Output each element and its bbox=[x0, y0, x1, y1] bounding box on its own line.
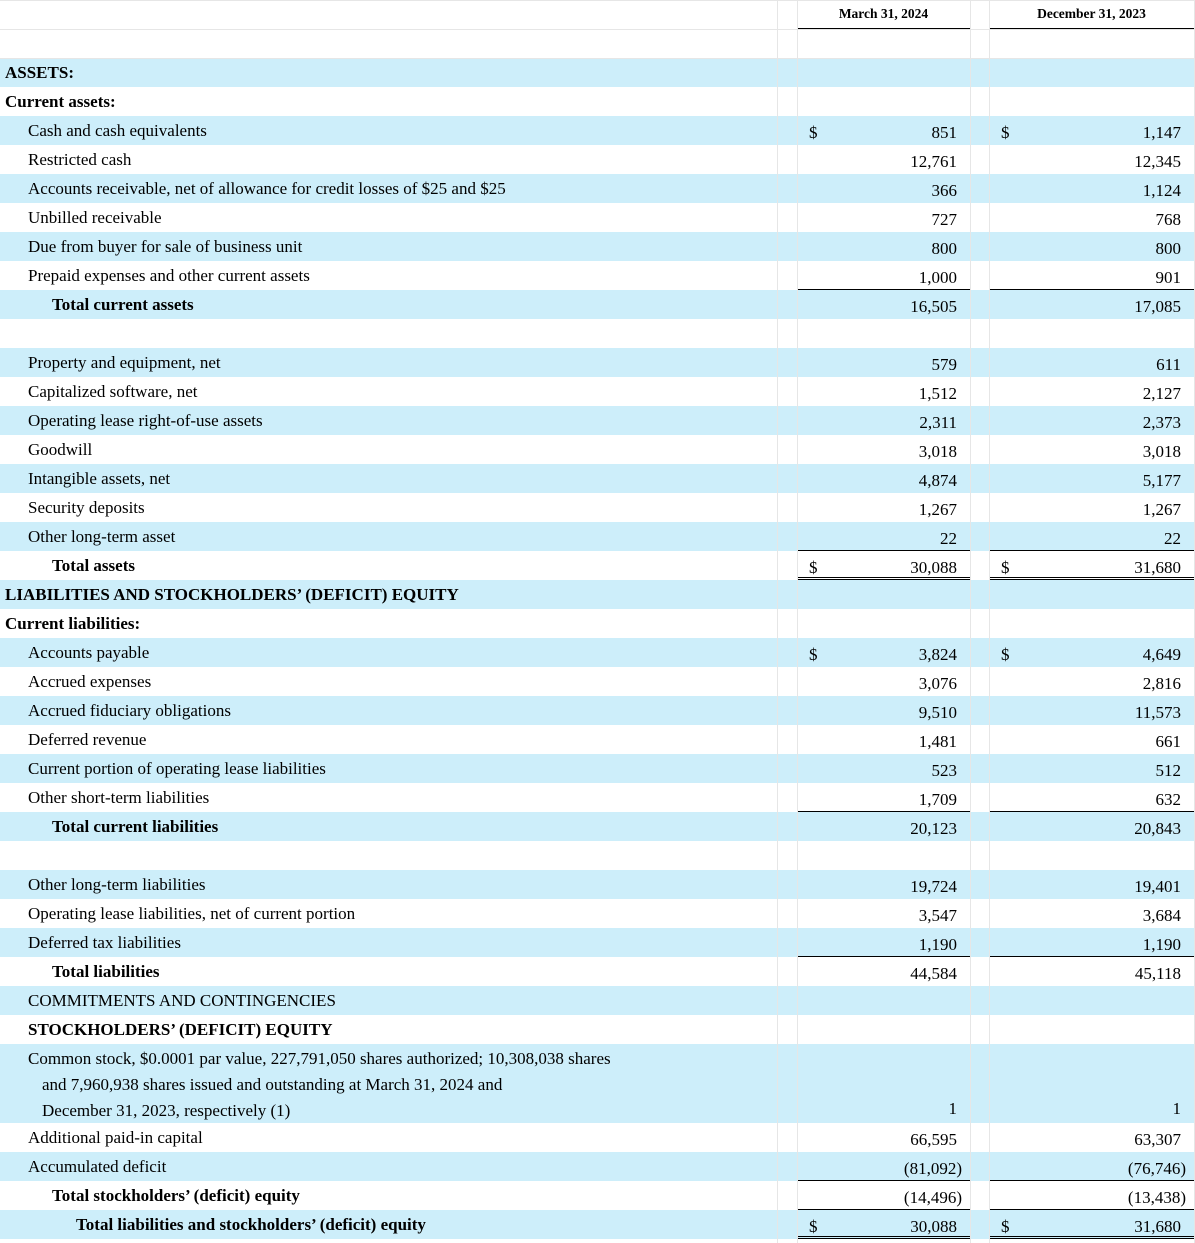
grid-column-line bbox=[989, 0, 990, 1243]
value-march-2024: (14,496) bbox=[903, 1188, 962, 1207]
value-december-2023: 768 bbox=[1155, 210, 1181, 229]
row-label: Current portion of operating lease liabilities bbox=[28, 759, 326, 778]
value-december-2023: 1,190 bbox=[1142, 935, 1181, 954]
value-march-2024: 579 bbox=[931, 355, 957, 374]
row-label: Total assets bbox=[52, 556, 135, 575]
currency-symbol-december-2023: $ bbox=[1001, 558, 1010, 577]
value-march-2024: 366 bbox=[931, 181, 957, 200]
currency-symbol-december-2023: $ bbox=[1001, 123, 1010, 142]
value-december-2023: 4,649 bbox=[1142, 645, 1181, 664]
row-label: Current assets: bbox=[5, 92, 116, 111]
row-label: Other short-term liabilities bbox=[28, 788, 210, 807]
table-row bbox=[0, 957, 1195, 986]
value-december-2023: 661 bbox=[1155, 732, 1181, 751]
value-march-2024: 1,512 bbox=[918, 384, 957, 403]
value-december-2023: 1,124 bbox=[1142, 181, 1181, 200]
currency-symbol-december-2023: $ bbox=[1001, 645, 1010, 664]
value-december-2023: 31,680 bbox=[1134, 1217, 1181, 1236]
value-december-2023: (13,438) bbox=[1127, 1188, 1186, 1207]
value-december-2023: 611 bbox=[1156, 355, 1181, 374]
table-row bbox=[0, 928, 1195, 957]
table-row bbox=[0, 725, 1195, 754]
value-december-2023: 20,843 bbox=[1134, 819, 1181, 838]
table-row bbox=[0, 174, 1195, 203]
table-row bbox=[0, 812, 1195, 841]
row-label: Cash and cash equivalents bbox=[28, 121, 207, 140]
row-label-line: December 31, 2023, respectively (1) bbox=[42, 1101, 291, 1120]
row-label: Total current assets bbox=[52, 295, 194, 314]
value-december-2023: 1 bbox=[1172, 1099, 1181, 1118]
table-row bbox=[0, 203, 1195, 232]
value-december-2023: 632 bbox=[1155, 790, 1181, 809]
value-march-2024: 3,018 bbox=[918, 442, 957, 461]
value-march-2024: (81,092) bbox=[903, 1159, 962, 1178]
value-december-2023: 800 bbox=[1155, 239, 1181, 258]
table-row bbox=[0, 1044, 1195, 1123]
grid-column-line bbox=[970, 0, 971, 1243]
value-december-2023: 2,373 bbox=[1142, 413, 1181, 432]
currency-symbol-march-2024: $ bbox=[809, 558, 818, 577]
row-label: Due from buyer for sale of business unit bbox=[28, 237, 303, 256]
value-december-2023: 31,680 bbox=[1134, 558, 1181, 577]
table-row bbox=[0, 145, 1195, 174]
row-label: Accrued fiduciary obligations bbox=[28, 701, 231, 720]
row-label: Total liabilities and stockholders’ (deficit) equity bbox=[76, 1215, 426, 1234]
value-march-2024: 66,595 bbox=[910, 1130, 957, 1149]
row-label: Additional paid-in capital bbox=[28, 1128, 203, 1147]
grid-column-line bbox=[777, 0, 778, 1243]
value-march-2024: 3,824 bbox=[918, 645, 957, 664]
value-march-2024: 30,088 bbox=[910, 558, 957, 577]
value-december-2023: 901 bbox=[1155, 268, 1181, 287]
table-row bbox=[0, 87, 1195, 116]
row-label: ASSETS: bbox=[5, 63, 74, 82]
currency-symbol-march-2024: $ bbox=[809, 1217, 818, 1236]
table-row bbox=[0, 464, 1195, 493]
table-row bbox=[0, 754, 1195, 783]
row-label: Other long-term asset bbox=[28, 527, 176, 546]
table-row bbox=[0, 290, 1195, 319]
value-march-2024: 30,088 bbox=[910, 1217, 957, 1236]
row-label: Prepaid expenses and other current assets bbox=[28, 266, 310, 285]
value-march-2024: 3,076 bbox=[918, 674, 957, 693]
table-row bbox=[0, 1152, 1195, 1181]
row-label: Accrued expenses bbox=[28, 672, 152, 691]
value-march-2024: 1,709 bbox=[918, 790, 957, 809]
value-december-2023: 17,085 bbox=[1134, 297, 1181, 316]
value-march-2024: 1 bbox=[948, 1099, 957, 1118]
row-label: Security deposits bbox=[28, 498, 145, 517]
value-december-2023: 63,307 bbox=[1134, 1130, 1181, 1149]
table-row bbox=[0, 1181, 1195, 1210]
table-row bbox=[0, 1015, 1195, 1044]
table-row bbox=[0, 580, 1195, 609]
row-label: Accounts payable bbox=[28, 643, 150, 662]
table-row bbox=[0, 551, 1195, 580]
value-march-2024: 3,547 bbox=[918, 906, 957, 925]
row-label: Other long-term liabilities bbox=[28, 875, 206, 894]
currency-symbol-march-2024: $ bbox=[809, 645, 818, 664]
value-december-2023: 1,147 bbox=[1142, 123, 1181, 142]
table-row bbox=[0, 116, 1195, 145]
table-row bbox=[0, 667, 1195, 696]
value-december-2023: 11,573 bbox=[1134, 703, 1181, 722]
row-label: Operating lease right-of-use assets bbox=[28, 411, 263, 430]
row-label: STOCKHOLDERS’ (DEFICIT) EQUITY bbox=[28, 1020, 333, 1039]
table-row bbox=[0, 58, 1195, 87]
grid-column-line bbox=[797, 0, 798, 1243]
table-row bbox=[0, 638, 1195, 667]
row-label: Total liabilities bbox=[52, 962, 160, 981]
value-december-2023: 512 bbox=[1155, 761, 1181, 780]
table-row bbox=[0, 435, 1195, 464]
table-row bbox=[0, 522, 1195, 551]
value-march-2024: 9,510 bbox=[918, 703, 957, 722]
value-december-2023: 1,267 bbox=[1142, 500, 1181, 519]
value-march-2024: 22 bbox=[940, 529, 957, 548]
value-december-2023: 19,401 bbox=[1134, 877, 1181, 896]
value-march-2024: 12,761 bbox=[910, 152, 957, 171]
value-march-2024: 1,190 bbox=[918, 935, 957, 954]
table-row bbox=[0, 377, 1195, 406]
value-march-2024: 16,505 bbox=[910, 297, 957, 316]
row-label: Total stockholders’ (deficit) equity bbox=[52, 1186, 300, 1205]
row-label: Property and equipment, net bbox=[28, 353, 221, 372]
value-march-2024: 1,481 bbox=[918, 732, 957, 751]
value-december-2023: 2,816 bbox=[1142, 674, 1181, 693]
table-row bbox=[0, 493, 1195, 522]
value-december-2023: (76,746) bbox=[1127, 1159, 1186, 1178]
table-row bbox=[0, 783, 1195, 812]
value-december-2023: 22 bbox=[1164, 529, 1181, 548]
value-march-2024: 19,724 bbox=[910, 877, 957, 896]
table-row bbox=[0, 348, 1195, 377]
row-label: COMMITMENTS AND CONTINGENCIES bbox=[28, 991, 336, 1010]
row-label: Unbilled receivable bbox=[28, 208, 162, 227]
row-label: LIABILITIES AND STOCKHOLDERS’ (DEFICIT) EQUITY bbox=[5, 585, 459, 604]
underline-december-2023 bbox=[989, 1236, 1194, 1239]
value-december-2023: 3,018 bbox=[1142, 442, 1181, 461]
currency-symbol-december-2023: $ bbox=[1001, 1217, 1010, 1236]
spacer-row bbox=[0, 29, 1195, 58]
row-label: Operating lease liabilities, net of current portion bbox=[28, 904, 356, 923]
column-header-december-2023: December 31, 2023 bbox=[1037, 6, 1146, 21]
table-row bbox=[0, 261, 1195, 290]
row-label: Deferred tax liabilities bbox=[28, 933, 181, 952]
table-row bbox=[0, 1123, 1195, 1152]
currency-symbol-march-2024: $ bbox=[809, 123, 818, 142]
row-label: Current liabilities: bbox=[5, 614, 141, 633]
grid-row-line bbox=[0, 0, 1195, 1]
table-row bbox=[0, 1210, 1195, 1239]
value-december-2023: 45,118 bbox=[1134, 964, 1181, 983]
value-march-2024: 4,874 bbox=[918, 471, 957, 490]
table-row bbox=[0, 870, 1195, 899]
row-label: Intangible assets, net bbox=[28, 469, 171, 488]
value-march-2024: 800 bbox=[931, 239, 957, 258]
value-march-2024: 851 bbox=[931, 123, 957, 142]
row-label: Goodwill bbox=[28, 440, 93, 459]
underline-march-2024 bbox=[797, 1236, 970, 1239]
table-row bbox=[0, 609, 1195, 638]
value-march-2024: 727 bbox=[931, 210, 957, 229]
column-header-march-2024: March 31, 2024 bbox=[838, 6, 929, 21]
value-december-2023: 2,127 bbox=[1142, 384, 1181, 403]
value-march-2024: 20,123 bbox=[910, 819, 957, 838]
table-row bbox=[0, 696, 1195, 725]
row-label: Capitalized software, net bbox=[28, 382, 198, 401]
row-label: Restricted cash bbox=[28, 150, 132, 169]
table-row bbox=[0, 319, 1195, 348]
row-label-line: and 7,960,938 shares issued and outstanding at March 31, 2024 and bbox=[42, 1075, 503, 1094]
value-march-2024: 44,584 bbox=[910, 964, 957, 983]
table-row bbox=[0, 406, 1195, 435]
value-december-2023: 5,177 bbox=[1142, 471, 1181, 490]
column-header-row bbox=[0, 0, 1195, 29]
grid-row-line bbox=[0, 29, 1195, 30]
row-label: Accumulated deficit bbox=[28, 1157, 167, 1176]
value-march-2024: 2,311 bbox=[919, 413, 957, 432]
value-december-2023: 3,684 bbox=[1142, 906, 1181, 925]
grid-row-line bbox=[0, 58, 1195, 59]
row-label: Total current liabilities bbox=[52, 817, 219, 836]
value-march-2024: 1,267 bbox=[918, 500, 957, 519]
table-row bbox=[0, 899, 1195, 928]
value-december-2023: 12,345 bbox=[1134, 152, 1181, 171]
row-label: Accounts receivable, net of allowance for credit losses of $25 and $25 bbox=[28, 179, 506, 198]
value-march-2024: 1,000 bbox=[918, 268, 957, 287]
row-label-line: Common stock, $0.0001 par value, 227,791,050 shares authorized; 10,308,038 shares bbox=[28, 1049, 611, 1068]
table-row bbox=[0, 841, 1195, 870]
table-row bbox=[0, 232, 1195, 261]
row-label: Deferred revenue bbox=[28, 730, 147, 749]
table-row bbox=[0, 986, 1195, 1015]
value-march-2024: 523 bbox=[931, 761, 957, 780]
